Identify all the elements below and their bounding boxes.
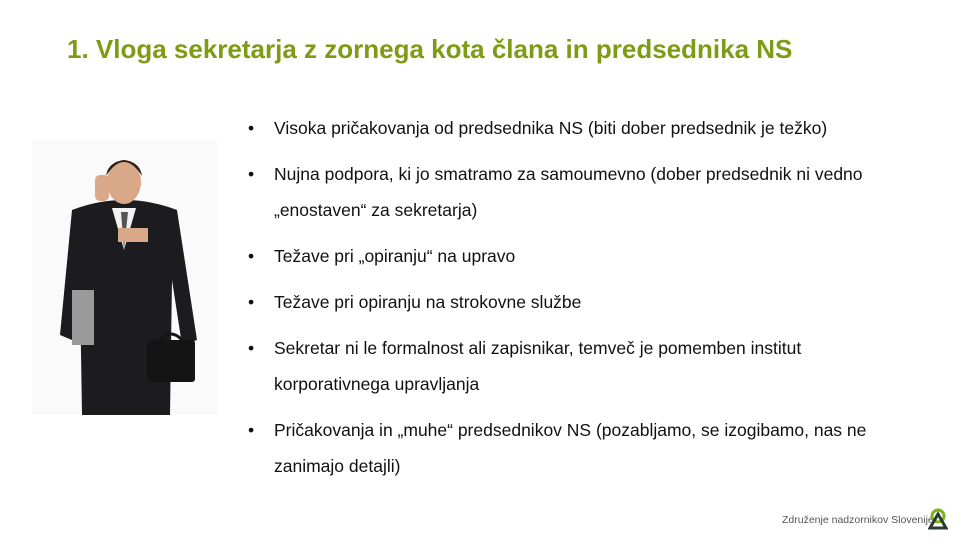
bullet-item	[248, 284, 928, 320]
bullet-text: Pričakovanja in „muhe“ predsednikov NS (pozabljamo, se izogibamo, nas ne zanimajo detajli)	[274, 420, 867, 476]
bullet-marker: •	[248, 292, 255, 312]
organization-logo-icon	[928, 508, 948, 530]
bullet-marker: •	[248, 118, 255, 138]
bullet-marker: •	[248, 246, 255, 266]
bullet-text: Težave pri „opiranju“ na upravo	[274, 246, 516, 266]
bullet-text: Težave pri opiranju na strokovne službe	[274, 292, 582, 312]
slide-title: 1. Vloga sekretarja z zornega kota člana in predsednika NS	[67, 34, 793, 64]
bullet-item	[248, 156, 894, 228]
footer-organization: Združenje nadzornikov Slovenije	[782, 514, 934, 526]
bullet-list	[248, 110, 928, 494]
bullet-item	[248, 238, 928, 274]
bullet-text: Nujna podpora, ki jo smatramo za samoumevno (dober predsednik ni vedno „enostaven“ za sekretarja)	[274, 164, 863, 220]
bullet-item	[248, 330, 914, 402]
bullet-item	[248, 110, 928, 146]
bullet-marker: •	[248, 338, 255, 358]
bullet-marker: •	[248, 164, 255, 184]
bullet-marker: •	[248, 420, 255, 440]
bullet-item	[248, 412, 914, 484]
bullet-text: Visoka pričakovanja od predsednika NS (biti dober predsednik je težko)	[274, 118, 828, 138]
businessman-photo	[32, 140, 217, 415]
bullet-text: Sekretar ni le formalnost ali zapisnikar, temveč je pomemben institut korporativnega upravljanja	[274, 338, 802, 394]
